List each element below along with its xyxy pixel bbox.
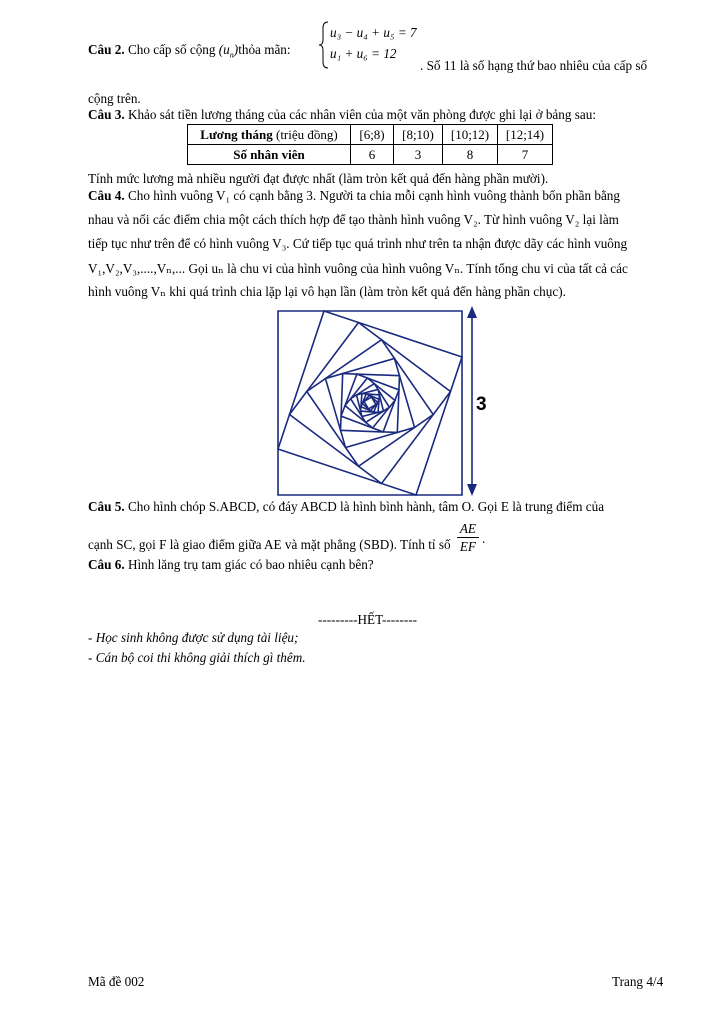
q2-label: Câu 2. bbox=[88, 42, 125, 57]
q3-question: Tính mức lương mà nhiều người đạt được nhất (làm tròn kết quả đến hàng phần mười). bbox=[88, 171, 549, 186]
q5-line2: cạnh SC, gọi F là giao điểm giữa AE và mặt phẳng (SBD). Tính tỉ số $\frac{AE}{EF}$ . bbox=[88, 521, 486, 554]
q5-line1: Câu 5. Cho hình chóp S.ABCD, có đáy ABCD là hình bình hành, tâm O. Gọi E là trung điểm của bbox=[88, 499, 605, 514]
table-cell: [6;8) bbox=[351, 125, 394, 145]
table-cell: 8 bbox=[443, 145, 498, 165]
q2-seq: $(u_n)$ bbox=[218, 42, 239, 60]
q4-line5: hình vuông Vₙ khi quá trình chia lặp lại vô hạn lần (làm tròn kết quả đến hàng phần chục). bbox=[88, 284, 566, 299]
table-row bbox=[188, 145, 553, 165]
q2-text-c: . Số 11 là số hạng thứ bao nhiêu của cấp số bbox=[420, 58, 648, 73]
note-2: - Cán bộ coi thi không giải thích gì thêm. bbox=[88, 650, 306, 665]
q3-label: Câu 3. bbox=[88, 107, 125, 122]
q3-text: Khảo sát tiền lương tháng của các nhân viên của một văn phòng được ghi lại ở bảng sau: bbox=[127, 107, 597, 122]
square-5 bbox=[325, 358, 414, 447]
brace-icon bbox=[318, 20, 330, 70]
end-mark: ---------HẾT-------- bbox=[318, 612, 418, 627]
page-number: Trang 4/4 bbox=[612, 974, 664, 989]
exam-code: Mã đề 002 bbox=[88, 974, 145, 989]
table-cell: 3 bbox=[394, 145, 443, 165]
table-cell: 6 bbox=[351, 145, 394, 165]
squares-group bbox=[278, 311, 462, 495]
q5-label: Câu 5. bbox=[88, 499, 125, 514]
q4-line2: nhau và nối các điểm chia một cách thích hợp để tạo thành hình vuông V₂. Từ hình vuông V₂ lại làm bbox=[88, 212, 619, 227]
q6-line: Câu 6. Hình lăng trụ tam giác có bao nhiêu cạnh bên? bbox=[88, 557, 374, 572]
nested-squares-figure bbox=[270, 303, 500, 503]
q2-text-b: thỏa mãn: bbox=[238, 42, 291, 57]
q4-label: Câu 4. bbox=[88, 188, 125, 203]
q4-line3: tiếp tục như trên để có hình vuông V₃. Cứ tiếp tục quá trình như trên ta nhận được dãy các hình vuông bbox=[88, 236, 628, 251]
salary-table bbox=[187, 124, 553, 165]
table-cell: [10;12) bbox=[443, 125, 498, 145]
square-4 bbox=[307, 340, 434, 467]
q2-text-a: Cho cấp số cộng bbox=[127, 42, 216, 57]
q2-text-d: cộng trên. bbox=[88, 91, 141, 106]
q2-eq1: u₃ − u₄ + u₅ = 7 bbox=[330, 25, 417, 40]
note-1: - Học sinh không được sử dụng tài liệu; bbox=[88, 630, 299, 645]
table-cell: 7 bbox=[498, 145, 553, 165]
square-2 bbox=[278, 311, 462, 495]
q2-line1 bbox=[88, 42, 291, 60]
square-1 bbox=[278, 311, 462, 495]
q3-line bbox=[88, 107, 596, 123]
table-header-cell: Lương tháng (triệu đồng) bbox=[188, 125, 351, 145]
table-header-cell: Số nhân viên bbox=[188, 145, 351, 165]
q2-eq2: u₁ + u₆ = 12 bbox=[330, 46, 397, 61]
q6-label: Câu 6. bbox=[88, 557, 125, 572]
square-3 bbox=[290, 323, 451, 484]
square-7 bbox=[341, 374, 399, 432]
table-cell: [8;10) bbox=[394, 125, 443, 145]
q4-line1: Câu 4. Cho hình vuông V₁ có cạnh bằng 3. Người ta chia mỗi cạnh hình vuông thành bốn phần bằng bbox=[88, 188, 620, 203]
square-6 bbox=[341, 374, 400, 433]
q5-fraction: $\frac{AE}{EF}$ bbox=[457, 520, 479, 555]
side-length-label: 3 bbox=[476, 394, 487, 415]
q4-line4: V₁,V₂,V₃,....,Vₙ,... Gọi uₙ là chu vi của hình vuông của hình vuông Vₙ. Tính tổng chu vi của tất cả các bbox=[88, 261, 628, 276]
table-row bbox=[188, 125, 553, 145]
square-9 bbox=[351, 384, 390, 423]
table-cell: [12;14) bbox=[498, 125, 553, 145]
